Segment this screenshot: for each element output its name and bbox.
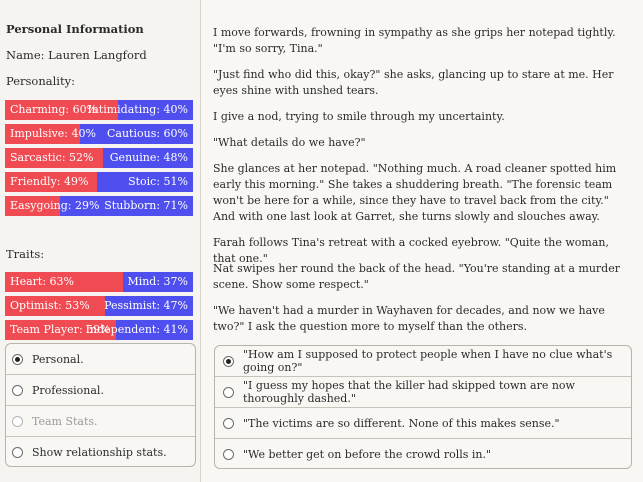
stat-left-label: Impulsive: 40% xyxy=(10,127,96,140)
choice-label: "How am I supposed to protect people when I have no clue what's going on?" xyxy=(243,348,613,374)
choice-option[interactable] xyxy=(215,439,631,469)
story-paragraph: "What details do we have?" xyxy=(213,136,366,149)
stat-right-label: Stubborn: 71% xyxy=(104,199,188,212)
story-paragraph: "We haven't had a murder in Wayhaven for decades, and now we have two?" I ask the question more to myself than the others. xyxy=(213,304,605,333)
option-label: Show relationship stats. xyxy=(32,446,167,459)
stat-right-label: Intimidating: 40% xyxy=(87,103,188,116)
stat-right-label: Cautious: 60% xyxy=(106,127,188,140)
radio-selected-icon[interactable] xyxy=(223,356,234,367)
name-line: Name: Lauren Langford xyxy=(6,48,147,62)
trait-bar-heart xyxy=(5,272,193,292)
option-personal[interactable] xyxy=(6,344,195,375)
story-paragraph: I move forwards, frowning in sympathy as she grips her notepad tightly. "I'm so sorry, Tina." xyxy=(213,26,616,55)
story-paragraph: Farah follows Tina's retreat with a cocked eyebrow. "Quite the woman, that one." xyxy=(213,236,609,265)
stat-bar-friendly xyxy=(5,172,193,192)
stats-sidebar xyxy=(0,0,201,482)
radio-icon[interactable] xyxy=(223,418,234,429)
trait-bar-team-player xyxy=(5,320,193,340)
stat-left-label: Heart: 63% xyxy=(10,275,74,288)
stat-bar-charming xyxy=(5,100,193,120)
trait-bar-optimist xyxy=(5,296,193,316)
option-label: Team Stats. xyxy=(32,414,98,428)
stat-right-label: Stoic: 51% xyxy=(128,175,188,188)
story-paragraph: She glances at her notepad. "Nothing much. A road cleaner spotted him early this morning." She takes a shuddering breath. "The forensic team won't be here for a while, since they have to travel back from the city." And with one last look at Garret, she turns slowly and slouches away. xyxy=(213,162,617,223)
option-team-stats xyxy=(6,406,195,437)
stats-view-options xyxy=(5,343,196,467)
stat-bar-easygoing xyxy=(5,196,193,216)
stat-left-label: Charming: 60% xyxy=(10,103,98,116)
stat-right-label: Mind: 37% xyxy=(127,275,188,288)
stat-bar-sarcastic xyxy=(5,148,193,168)
radio-selected-icon[interactable] xyxy=(12,354,23,365)
stat-left-label: Easygoing: 29% xyxy=(10,199,100,212)
story-paragraph: Nat swipes her round the back of the head. "You're standing at a murder scene. Show some respect." xyxy=(213,262,620,291)
option-label: Personal. xyxy=(32,352,84,366)
radio-icon[interactable] xyxy=(12,385,23,396)
choice-label: "We better get on before the crowd rolls in." xyxy=(243,448,492,461)
section-title: Personal Information xyxy=(6,22,144,36)
story-paragraph: I give a nod, trying to smile through my uncertainty. xyxy=(213,110,505,123)
stat-right-label: Genuine: 48% xyxy=(109,151,188,164)
personality-label: Personality: xyxy=(6,74,75,88)
traits-label: Traits: xyxy=(6,247,45,261)
option-professional[interactable] xyxy=(6,375,195,406)
stat-left-label: Friendly: 49% xyxy=(10,175,89,188)
story-panel xyxy=(202,0,643,482)
radio-icon[interactable] xyxy=(223,387,234,398)
radio-disabled-icon xyxy=(12,416,23,427)
radio-icon[interactable] xyxy=(12,447,23,458)
story-paragraph: "Just find who did this, okay?" she asks, glancing up to stare at me. Her eyes shine with unshed tears. xyxy=(213,68,614,97)
stat-left-label: Optimist: 53% xyxy=(10,299,90,312)
choice-list xyxy=(214,345,632,469)
option-relationship-stats[interactable] xyxy=(6,437,195,467)
choice-label: "The victims are so different. None of this makes sense." xyxy=(243,416,560,430)
stat-left-label: Sarcastic: 52% xyxy=(10,151,94,164)
stat-right-label: Pessimist: 47% xyxy=(104,299,188,312)
choice-option[interactable] xyxy=(215,408,631,439)
stat-left-label: Team Player: 59% xyxy=(10,323,111,336)
stat-bar-impulsive xyxy=(5,124,193,144)
choice-label: "I guess my hopes that the killer had skipped town are now thoroughly dashed." xyxy=(243,379,575,405)
choice-option[interactable] xyxy=(215,377,631,408)
radio-icon[interactable] xyxy=(223,449,234,460)
option-label: Professional. xyxy=(32,383,104,397)
stat-right-label: Independent: 41% xyxy=(85,323,188,336)
choice-option[interactable] xyxy=(215,346,631,377)
